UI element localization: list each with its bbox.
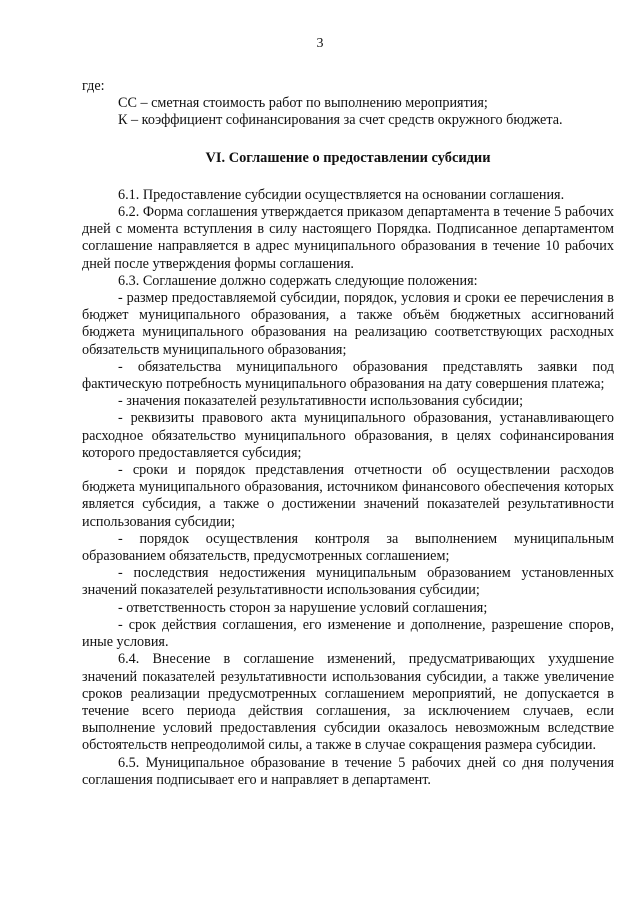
page-number: 3 (316, 36, 324, 51)
paragraph-6-4: 6.4. Внесение в соглашение изменений, предусматривающих ухудшение значений показателей результативности использования субсидии, а также увеличение сроков реализации предусмотренных соглашением мероприятий, не допускается в течение всего периода действия соглашения, за исключением случаев, если выполнение условий предоставления субсидии оказалось невозможным вследствие обстоятельств непреодолимой силы, а также в случае сокращения размера субсидии. (82, 651, 614, 754)
list-item: - сроки и порядок представления отчетности об осуществлении расходов бюджета муниципального образования, источником финансового обеспечения которых является субсидия, а также о достижении значений показателей результативности использования субсидии; (82, 462, 614, 530)
list-item: - срок действия соглашения, его изменение и дополнение, разрешение споров, иные условия. (82, 616, 614, 651)
paragraph-6-5: 6.5. Муниципальное образование в течение 5 рабочих дней со дня получения соглашения подписывает его и направляет в департамент. (82, 754, 614, 788)
list-item: - ответственность сторон за нарушение условий соглашения; (118, 599, 488, 616)
paragraph-6-1: 6.1. Предоставление субсидии осуществляется на основании соглашения. (118, 186, 565, 203)
list-item: - реквизиты правового акта муниципального образования, устанавливающего расходное обязательство муниципального образования, в целях софинансирования которого предоставляется субсидия; (82, 410, 614, 461)
list-item: - порядок осуществления контроля за выполнением муниципальным образованием обязательств, предусмотренных соглашением; (82, 530, 614, 565)
paragraph-6-2: 6.2. Форма соглашения утверждается приказом департамента в течение 5 рабочих дней с момента вступления в силу настоящего Порядка. Подписанное департаментом соглашение направляется в адрес муниципального образования в течение 10 рабочих дней после утверждения формы соглашения. (82, 204, 614, 272)
where-label: где: (82, 78, 105, 94)
list-item: - размер предоставляемой субсидии, порядок, условия и сроки ее перечисления в бюджет муниципального образования, а также объём бюджетных ассигнований бюджета муниципального образования на реализацию соответствующих расходных обязательств муниципального образования; (82, 290, 614, 358)
definition-cc: СС – сметная стоимость работ по выполнению мероприятия; (118, 95, 488, 112)
list-item: - значения показателей результативности использования субсидии; (118, 393, 524, 410)
list-item: - обязательства муниципального образования представлять заявки под фактическую потребность муниципального образования на дату совершения платежа; (82, 358, 614, 393)
document-body (82, 78, 614, 789)
definition-k: К – коэффициент софинансирования за счет средств окружного бюджета. (118, 112, 563, 129)
section-heading: VI. Соглашение о предоставлении субсидии (205, 149, 491, 166)
paragraph-6-3: 6.3. Соглашение должно содержать следующие положения: (118, 272, 478, 289)
list-item: - последствия недостижения муниципальным образованием установленных значений показателей результативности использования субсидии; (82, 565, 614, 599)
